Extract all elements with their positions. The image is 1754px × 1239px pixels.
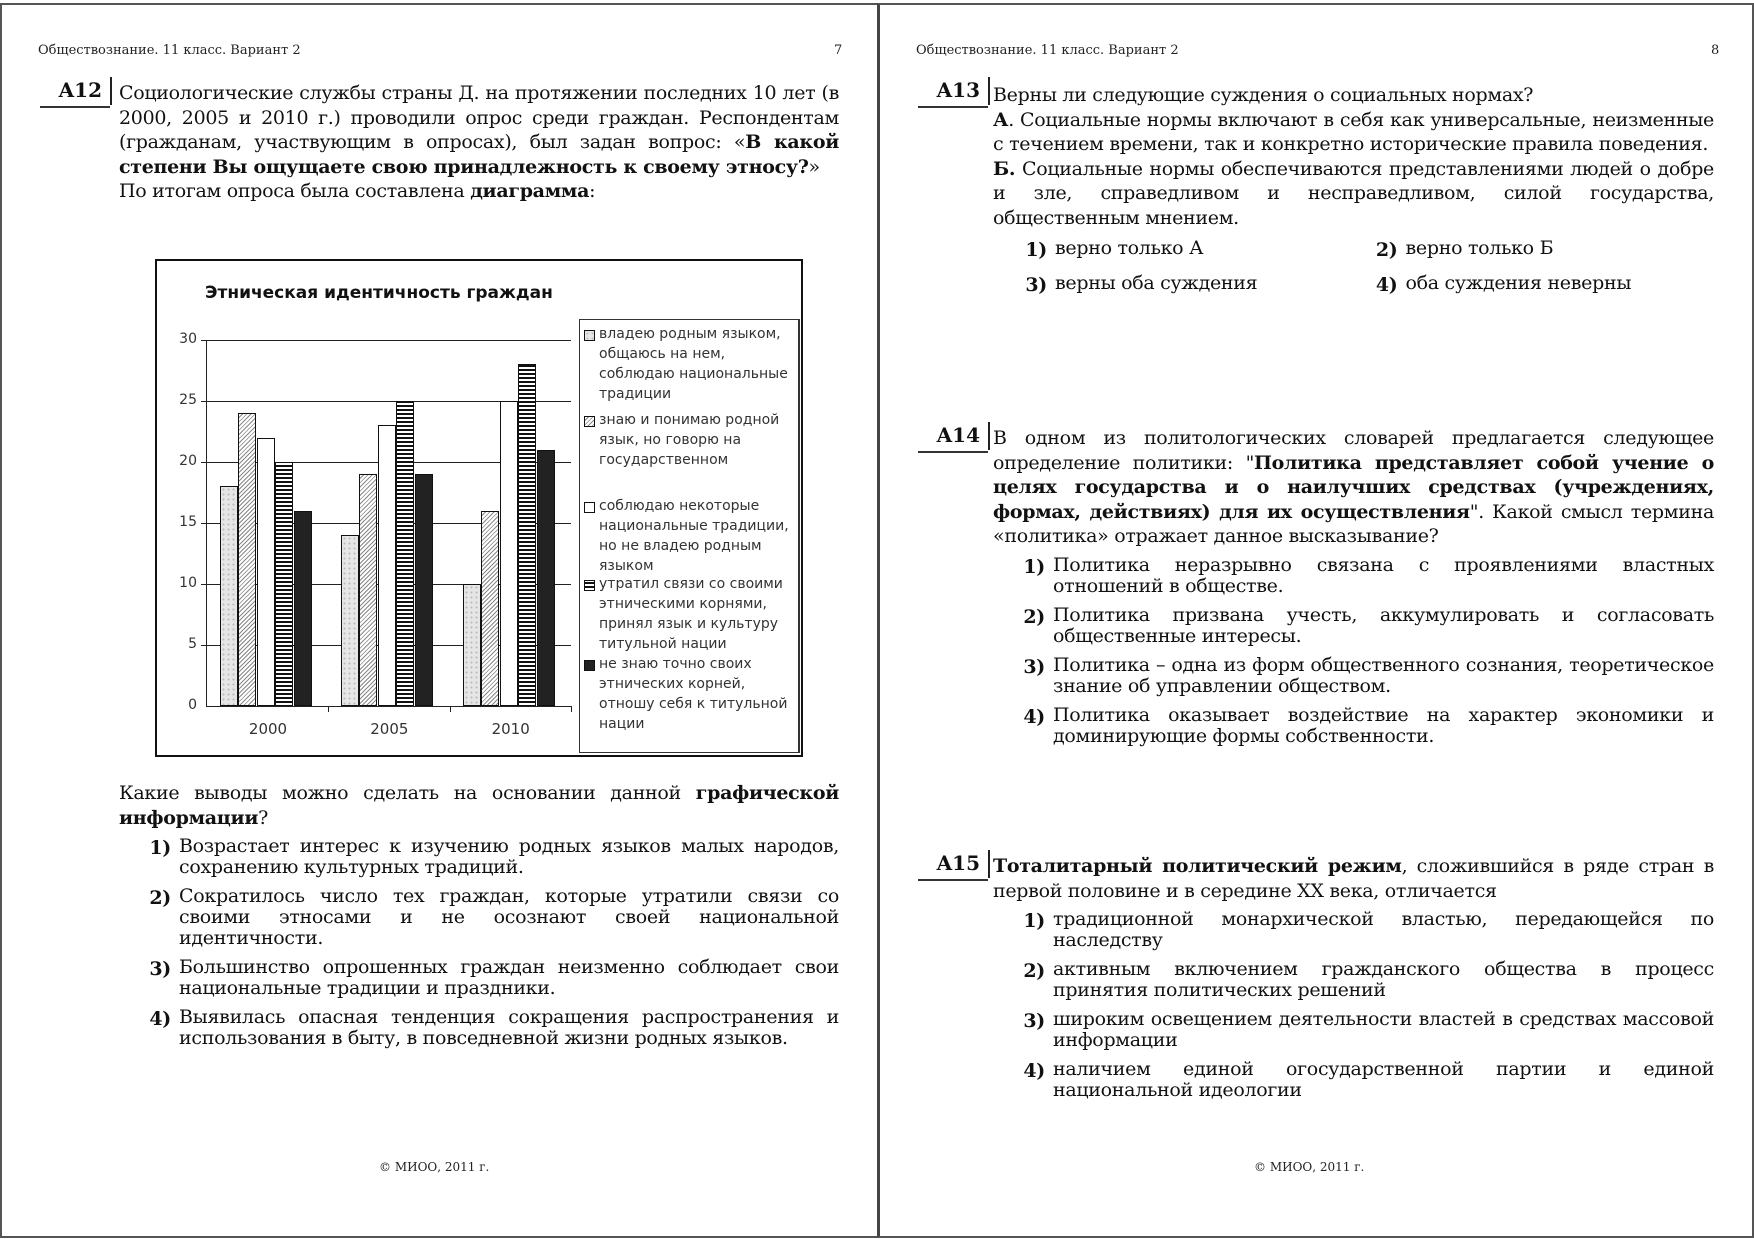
chart-title: Этническая идентичность граждан [205,283,553,303]
legend-label: утратил связи со своими этническими корнями, принял язык и культуру титульной нации [599,576,783,652]
bar-2010-series-4 [518,364,536,706]
statement-b: Социальные нормы обеспечиваются представлениями людей о добре и зле, справедливом и несправедливом, силой государства, общественным мнением. [993,157,1714,229]
question-label-a13: A13 [910,77,990,105]
running-head: Обществознание. 11 класс. Вариант 2 [38,43,301,58]
legend-label: знаю и понимаю родной язык, но говорю на государственном [599,412,780,468]
bar-2000-series-3 [257,438,275,706]
y-tick-label: 0 [188,697,197,713]
y-tick-label: 30 [179,331,197,347]
legend-swatch-icon [584,416,595,427]
question-label-a15: A15 [910,850,990,878]
legend-item [584,496,794,576]
y-tick-label: 5 [188,636,197,652]
answer-options [1011,909,1714,1101]
legend-item [584,410,794,470]
a15-intro: , сложившийся в ряде стран в первой половине и в середине XX века, отличается [993,855,1714,902]
question-label-a14: A14 [910,422,990,450]
question-a14 [993,426,1714,755]
legend-item [584,574,794,654]
a14-intro: В одном из политологических словарей предлагается следующее определение политики: " [993,427,1714,474]
legend-item [584,654,794,734]
page-number: 8 [1711,43,1720,58]
footer-copyright: © МИОО, 2011 г. [1254,1160,1365,1174]
bar-2000-series-1 [220,486,238,706]
a15-term: Тоталитарный политический режим [993,855,1402,877]
intro-question-bold: В какой степени Вы ощущаете свою принадлежность к своему этносу? [119,131,840,178]
answer-option-2[interactable]: 2) активным включением гражданского общества в процесс принятия политических решений [1023,958,1714,1001]
bar-2010-series-2 [481,511,499,706]
bar-2005-series-1 [341,535,359,706]
x-tick-label: 2005 [370,720,409,738]
legend-swatch-icon [584,580,595,591]
question-a12-intro [119,81,839,204]
bar-chart [155,259,803,757]
intro-text: Социологические службы страны Д. на протяжении последних 10 лет (в 2000, 2005 и 2010 г.) проводили опрос среди граждан. Респондентам (гражданам, участвующим в опросах), был задан вопрос: « [119,82,839,153]
statement-a-label: А [993,108,1009,131]
answer-options [1011,555,1714,747]
legend-swatch-icon [584,502,595,513]
legend-label: владею родным языком, общаюсь на нем, соблюдаю национальные традиции [599,326,788,402]
bar-2000-series-4 [275,462,293,706]
legend-item [584,324,794,404]
answer-option-2[interactable]: 2) верно только Б [1375,237,1554,261]
chart-legend [579,319,800,753]
plot-area [179,331,571,738]
answer-options [137,836,839,1049]
question-a13 [993,83,1714,297]
y-tick-label: 20 [179,453,197,469]
a14-definition: Политика представляет собой учение о целях государства и о наилучших средствах (учреждениях, формах, действиях) для их осуществления [993,451,1714,523]
legend-label: не знаю точно своих этнических корней, отношу себя к титульной нации [599,656,788,732]
statement-b-label: Б. [993,157,1016,180]
question-a15 [993,854,1714,1109]
diagram-word: диаграмма [470,180,590,202]
x-tick-label: 2010 [491,720,530,738]
answer-option-3[interactable]: 3) широким освещением деятельности властей в средствах массовой информации [1023,1008,1714,1051]
bar-2005-series-3 [378,425,396,706]
bar-2010-series-3 [500,401,518,706]
answer-option-3[interactable]: 3) Политика – одна из форм общественного сознания, теоретическое знание об управлении обществом. [1023,653,1714,697]
answer-option-1[interactable]: 1) верно только А [1025,237,1204,261]
x-tick-mark [450,706,451,712]
answer-option-4[interactable]: 4) оба суждения неверны [1375,271,1632,296]
page-7 [0,3,878,1238]
diagram-colon: : [589,180,596,202]
answer-option-4[interactable]: 4) Выявилась опасная тенденция сокращения распространения и использования в быту, в повседневной жизни родных языков. [149,1006,839,1049]
question-a12-prompt [119,781,839,1057]
answer-option-2[interactable]: 2) Сократилось число тех граждан, которые утратили связи со своими этносами и не осознают своей национальной идентичности. [149,885,839,949]
y-tick-label: 15 [179,514,197,530]
answer-option-4[interactable]: 4) Политика оказывает воздействие на характер экономики и доминирующие формы собственности. [1023,703,1714,747]
question-label-a12: A12 [32,77,112,105]
x-tick-mark [571,706,572,712]
footer-copyright: © МИОО, 2011 г. [379,1160,490,1174]
answer-option-2[interactable]: 2) Политика призвана учесть, аккумулировать и согласовать общественные интересы. [1023,603,1714,647]
answer-option-1[interactable]: 1) Политика неразрывно связана с проявлениями властных отношений в обществе. [1023,553,1714,597]
bar-2005-series-5 [415,474,433,706]
answer-option-3[interactable]: 3) верны оба суждения [1025,271,1258,296]
y-tick-label: 25 [179,392,197,408]
a13-question: Верны ли следующие суждения о социальных нормах? [993,84,1534,106]
bar-2010-series-1 [463,584,481,706]
a14-question: ". Какой смысл термина «политика» отражает данное высказывание? [993,500,1714,547]
bar-2000-series-5 [294,511,312,706]
intro-close: » [808,155,820,178]
diagram-intro: По итогам опроса была составлена [119,180,471,202]
bar-2010-series-5 [537,450,555,706]
legend-label: соблюдаю некоторые национальные традиции, но не владею родным языком [599,498,789,574]
answer-option-3[interactable]: 3) Большинство опрошенных граждан неизменно соблюдает свои национальные традиции и праздники. [149,956,839,999]
bar-2005-series-2 [359,474,377,706]
answer-option-4[interactable]: 4) наличием единой огосударственной партии и единой национальной идеологии [1023,1058,1714,1101]
x-tick-mark [328,706,329,712]
page-number: 7 [834,43,843,58]
prompt-bold: графической информации [119,782,839,829]
x-tick-label: 2000 [248,720,288,738]
prompt-text: Какие выводы можно сделать на основании данной [119,782,696,804]
answer-option-1[interactable]: 1) Возрастает интерес к изучению родных языков малых народов, сохранению культурных традиций. [149,835,839,878]
gridline [201,340,571,341]
statement-a: . Социальные нормы включают в себя как универсальные, неизменные с течением времени, так и конкретно исторические правила поведения. [993,108,1714,155]
prompt-end: ? [258,806,269,829]
bar-2005-series-4 [396,401,414,706]
answer-option-1[interactable]: 1) традиционной монархической властью, передающейся по наследству [1023,908,1714,951]
y-tick-label: 10 [179,575,197,591]
running-head: Обществознание. 11 класс. Вариант 2 [916,43,1179,58]
legend-swatch-icon [584,660,595,671]
legend-swatch-icon [584,330,595,341]
bar-2000-series-2 [238,413,256,706]
answer-options [993,238,1714,297]
page-8 [877,3,1754,1238]
